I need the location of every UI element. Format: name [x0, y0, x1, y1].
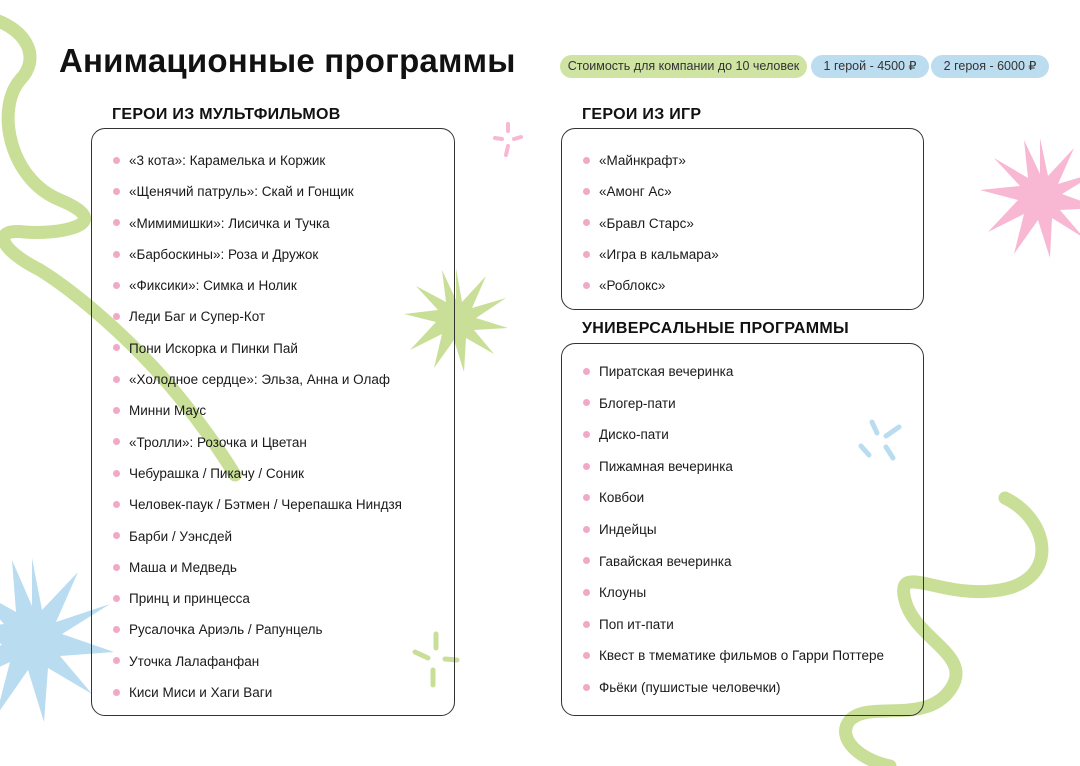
bullet-dot-icon — [583, 526, 590, 533]
bullet-dot-icon — [113, 657, 120, 664]
list-item — [562, 270, 923, 301]
list-item — [92, 176, 454, 207]
list-item — [562, 609, 923, 641]
list-item-label: Поп ит-пати — [599, 616, 674, 632]
bullet-dot-icon — [583, 282, 590, 289]
list-item — [92, 395, 454, 426]
list-item — [562, 577, 923, 609]
list-item-label: Барби / Уэнсдей — [129, 528, 232, 544]
list-item — [92, 301, 454, 332]
universal-list — [562, 356, 923, 704]
list-item-label: Человек-паук / Бэтмен / Черепашка Ниндзя — [129, 497, 402, 513]
bullet-dot-icon — [113, 470, 120, 477]
list-item-label: Индейцы — [599, 521, 657, 537]
list-item-label: «Холодное сердце»: Эльза, Анна и Олаф — [129, 372, 391, 388]
bullet-dot-icon — [583, 157, 590, 164]
list-item-label: «Барбоскины»: Роза и Дружок — [129, 246, 319, 262]
list-item-label: Минни Маус — [129, 403, 207, 419]
list-item — [92, 333, 454, 364]
list-item — [562, 145, 923, 176]
bullet-dot-icon — [583, 251, 590, 258]
list-item — [562, 546, 923, 578]
bullet-dot-icon — [583, 188, 590, 195]
list-item-label: Принц и принцесса — [129, 591, 250, 607]
list-item-label: Пиратская вечеринка — [599, 364, 734, 379]
list-item-label: Гавайская вечеринка — [599, 553, 732, 569]
list-item-label: «Майнкрафт» — [599, 153, 686, 168]
bullet-dot-icon — [113, 564, 120, 571]
list-item-label: «3 кота»: Карамелька и Коржик — [129, 153, 326, 168]
bullet-dot-icon — [583, 589, 590, 596]
bullet-dot-icon — [583, 621, 590, 628]
games-panel — [561, 128, 924, 310]
games-list — [562, 145, 923, 301]
bullet-dot-icon — [113, 595, 120, 602]
bullet-dot-icon — [113, 344, 120, 351]
bullet-dot-icon — [583, 652, 590, 659]
list-item — [562, 419, 923, 451]
bullet-dot-icon — [113, 282, 120, 289]
list-item — [562, 451, 923, 483]
bullet-dot-icon — [113, 188, 120, 195]
universal-heading: УНИВЕРСАЛЬНЫЕ ПРОГРАММЫ — [582, 320, 849, 337]
bullet-dot-icon — [583, 368, 590, 375]
list-item — [562, 176, 923, 207]
list-item-label: «Фиксики»: Симка и Нолик — [129, 278, 297, 294]
bullet-dot-icon — [113, 626, 120, 633]
list-item — [92, 208, 454, 239]
bullet-dot-icon — [113, 689, 120, 696]
bullet-dot-icon — [113, 157, 120, 164]
two-heroes-price-badge: 2 героя - 6000 ₽ — [931, 55, 1049, 78]
bullet-dot-icon — [113, 407, 120, 414]
list-item-label: «Щенячий патруль»: Скай и Гонщик — [129, 184, 354, 200]
list-item — [92, 239, 454, 270]
cartoons-list — [92, 145, 454, 708]
games-heading: ГЕРОИ ИЗ ИГР — [582, 106, 702, 123]
bullet-dot-icon — [113, 376, 120, 383]
list-item-label: Ковбои — [599, 490, 645, 506]
cartoons-panel — [91, 128, 455, 716]
list-item-label: «Бравл Старс» — [599, 215, 694, 231]
list-item-label: Фьёки (пушистые человечки) — [599, 679, 781, 695]
bullet-dot-icon — [113, 438, 120, 445]
list-item — [92, 270, 454, 301]
list-item-label: Маша и Медведь — [129, 559, 237, 575]
company-size-badge: Стоимость для компании до 10 человек — [560, 55, 807, 78]
list-item — [92, 552, 454, 583]
list-item-label: «Роблокс» — [599, 278, 666, 294]
list-item-label: «Игра в кальмара» — [599, 246, 719, 262]
list-item — [562, 388, 923, 420]
list-item-label: Уточка Лалафанфан — [129, 653, 260, 669]
list-item-label: Блогер-пати — [599, 395, 676, 411]
list-item — [562, 239, 923, 270]
list-item-label: Киси Миси и Хаги Ваги — [129, 685, 273, 701]
bullet-dot-icon — [583, 463, 590, 470]
list-item — [92, 489, 454, 520]
pink-starburst — [980, 138, 1080, 258]
list-item-label: Чебурашка / Пикачу / Соник — [129, 465, 305, 481]
list-item — [92, 458, 454, 489]
list-item — [92, 427, 454, 458]
list-item-label: Диско-пати — [599, 427, 669, 443]
list-item — [562, 640, 923, 672]
list-item-label: Пижамная вечеринка — [599, 458, 733, 474]
list-item — [92, 521, 454, 552]
list-item — [562, 208, 923, 239]
list-item — [562, 514, 923, 546]
list-item — [92, 145, 454, 176]
list-item-label: «Мимимишки»: Лисичка и Тучка — [129, 215, 330, 231]
bullet-dot-icon — [583, 557, 590, 564]
bullet-dot-icon — [583, 684, 590, 691]
bullet-dot-icon — [113, 251, 120, 258]
list-item — [562, 356, 923, 388]
bullet-dot-icon — [583, 399, 590, 406]
list-item-label: Русалочка Ариэль / Рапунцель — [129, 622, 323, 638]
bullet-dot-icon — [113, 219, 120, 226]
cartoons-heading: ГЕРОИ ИЗ МУЛЬТФИЛЬМОВ — [112, 106, 341, 123]
one-hero-price-badge: 1 герой - 4500 ₽ — [811, 55, 929, 78]
list-item — [562, 482, 923, 514]
list-item — [92, 646, 454, 677]
list-item — [92, 364, 454, 395]
list-item — [562, 672, 923, 704]
bullet-dot-icon — [583, 494, 590, 501]
page-title: Анимационные программы — [59, 42, 516, 79]
list-item — [92, 677, 454, 708]
pink-sparkle — [495, 124, 521, 155]
list-item-label: Пони Искорка и Пинки Пай — [129, 340, 298, 356]
list-item-label: «Амонг Ас» — [599, 184, 672, 200]
list-item-label: «Тролли»: Розочка и Цветан — [129, 434, 307, 450]
list-item-label: Квест в тмематике фильмов о Гарри Поттере — [599, 648, 885, 664]
list-item-label: Леди Баг и Супер-Кот — [129, 309, 266, 325]
list-item-label: Клоуны — [599, 585, 647, 601]
universal-panel — [561, 343, 924, 716]
list-item — [92, 614, 454, 645]
bullet-dot-icon — [583, 219, 590, 226]
bullet-dot-icon — [113, 532, 120, 539]
bullet-dot-icon — [113, 501, 120, 508]
list-item — [92, 583, 454, 614]
bullet-dot-icon — [583, 431, 590, 438]
bullet-dot-icon — [113, 313, 120, 320]
